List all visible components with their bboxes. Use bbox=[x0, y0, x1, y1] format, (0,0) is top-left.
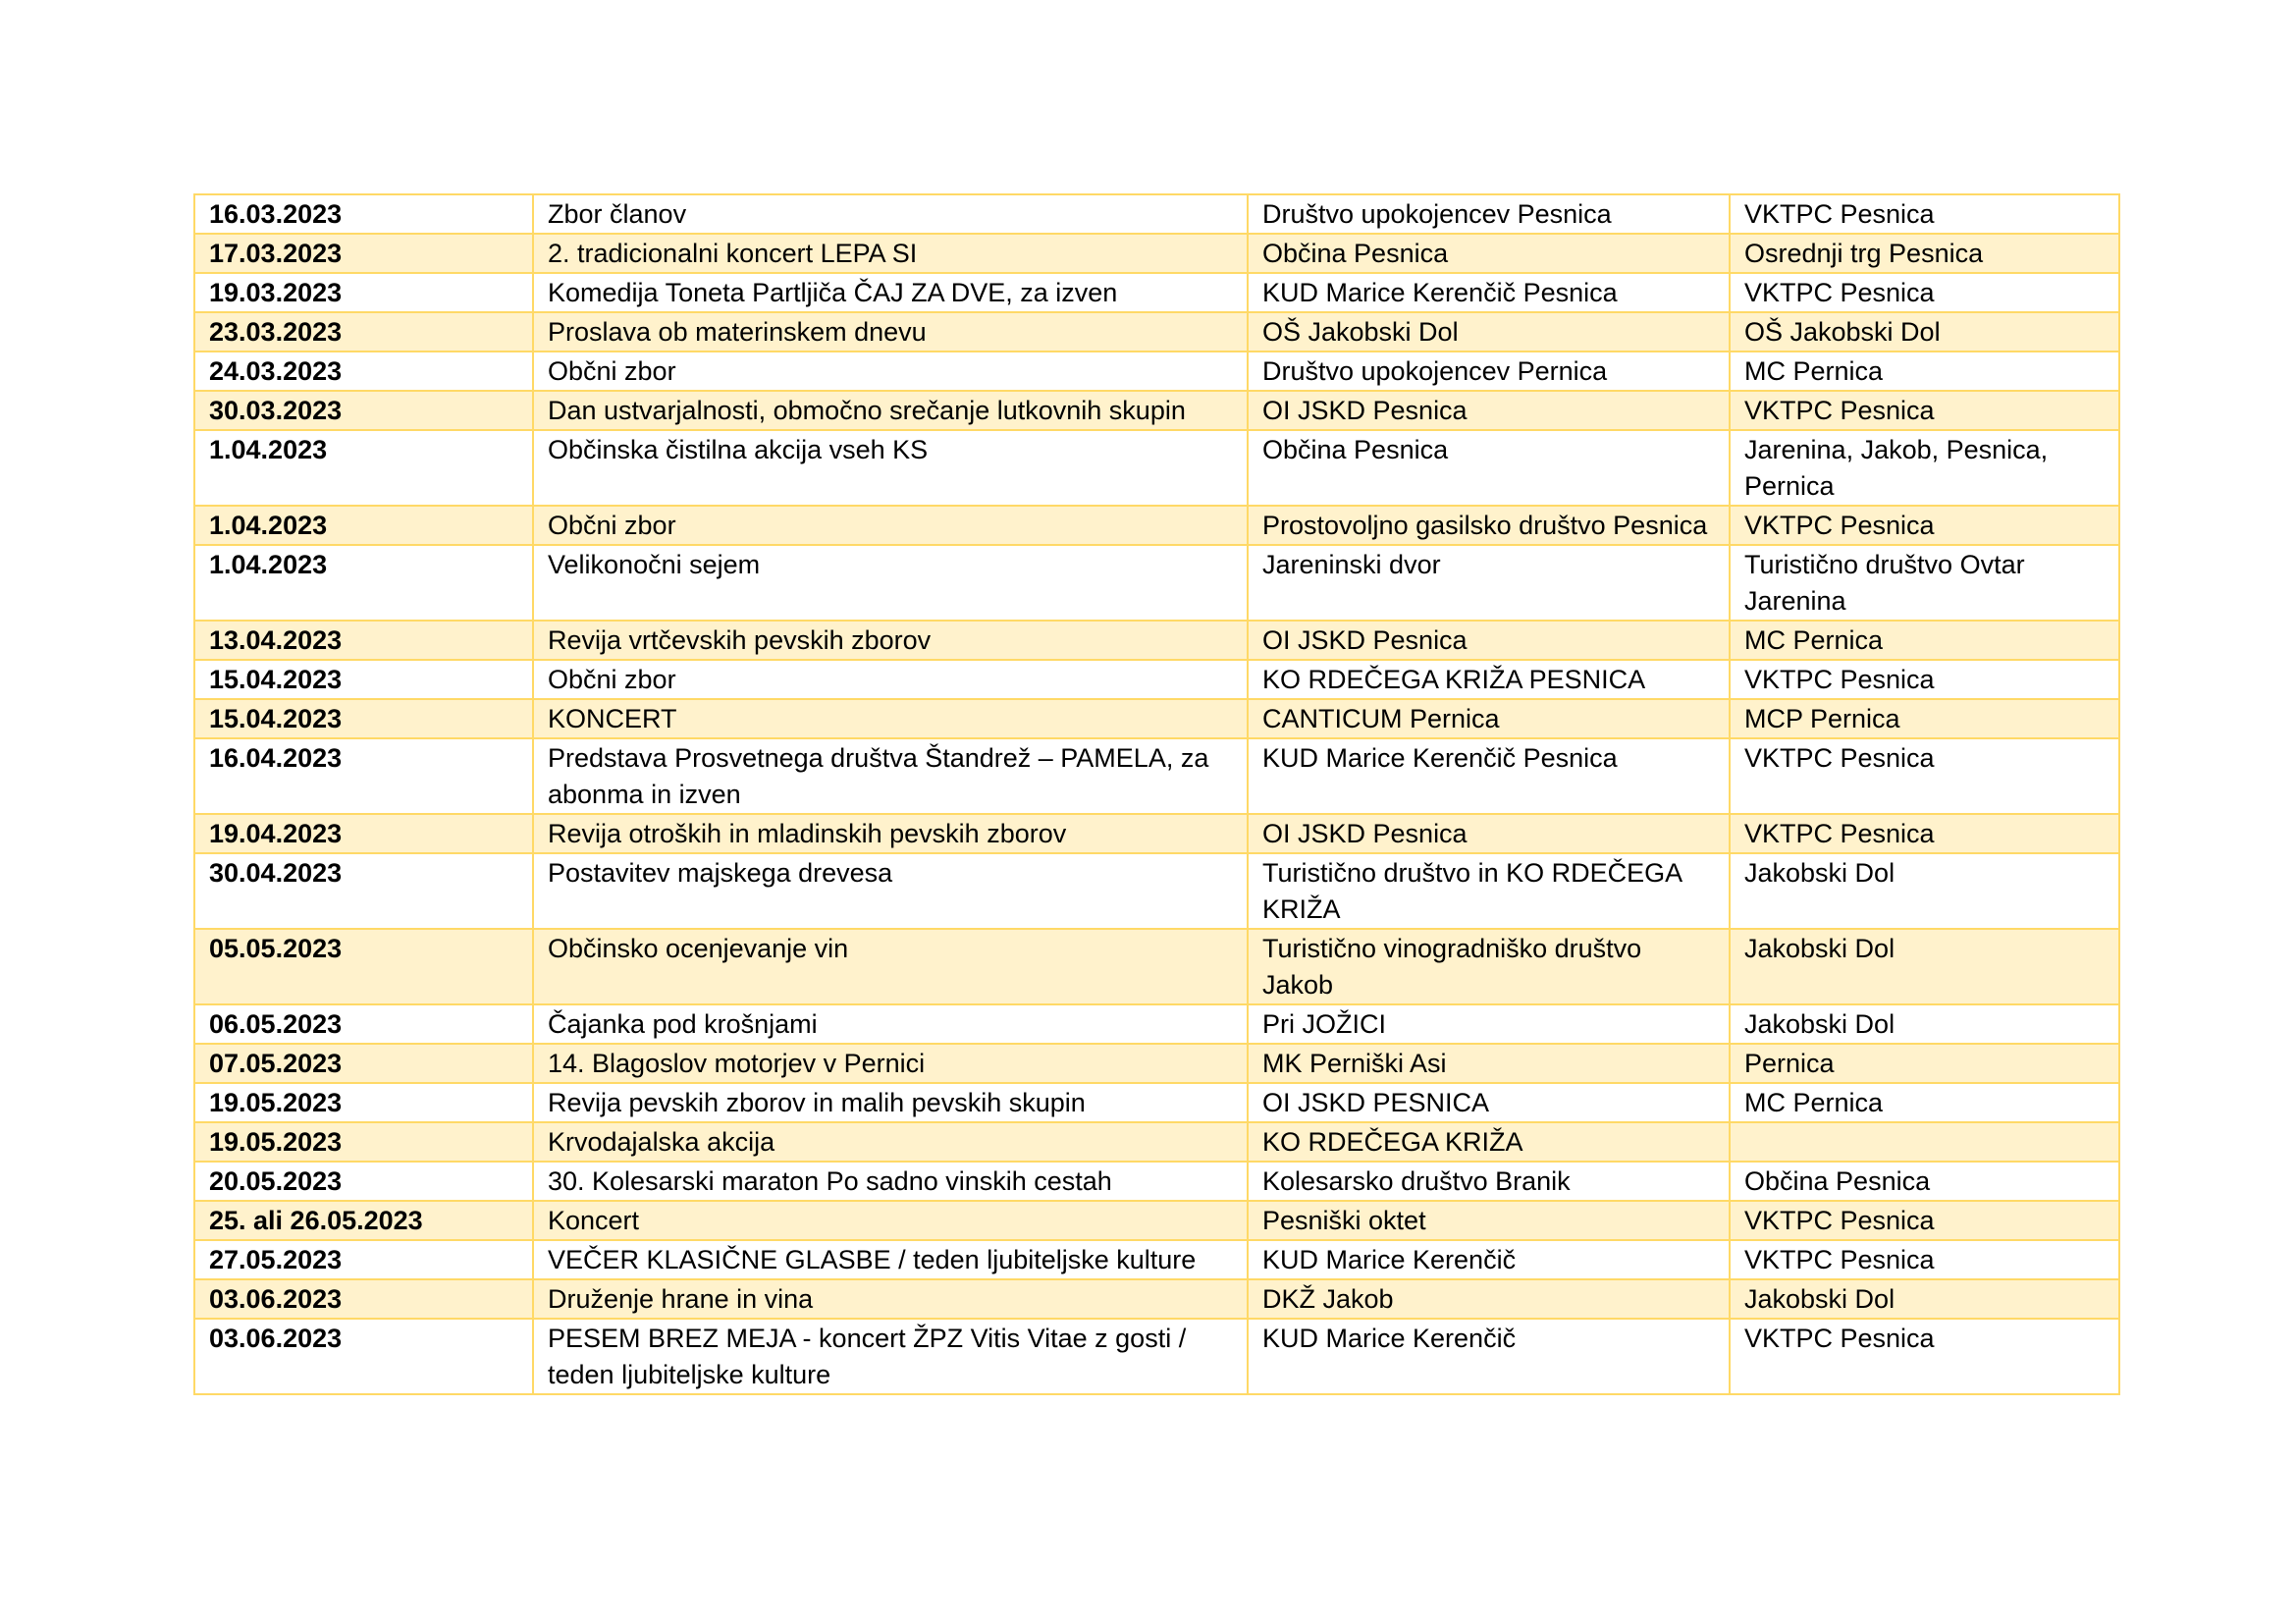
event-organizer: Pesniški oktet bbox=[1248, 1201, 1730, 1240]
event-organizer: Občina Pesnica bbox=[1248, 430, 1730, 506]
event-organizer: Društvo upokojencev Pernica bbox=[1248, 352, 1730, 391]
event-name: Proslava ob materinskem dnevu bbox=[533, 312, 1248, 352]
event-location: VKTPC Pesnica bbox=[1730, 273, 2119, 312]
event-organizer: KUD Marice Kerenčič Pesnica bbox=[1248, 738, 1730, 814]
event-name: Dan ustvarjalnosti, območno srečanje lutkovnih skupin bbox=[533, 391, 1248, 430]
table-row bbox=[194, 312, 2119, 352]
events-table-body bbox=[194, 194, 2119, 1394]
event-location: VKTPC Pesnica bbox=[1730, 1240, 2119, 1279]
event-location: VKTPC Pesnica bbox=[1730, 814, 2119, 853]
event-name: Občinsko ocenjevanje vin bbox=[533, 929, 1248, 1004]
table-row bbox=[194, 1319, 2119, 1394]
event-date: 17.03.2023 bbox=[194, 234, 533, 273]
table-row bbox=[194, 1083, 2119, 1122]
event-organizer: CANTICUM Pernica bbox=[1248, 699, 1730, 738]
table-row bbox=[194, 699, 2119, 738]
table-row bbox=[194, 430, 2119, 506]
event-date: 1.04.2023 bbox=[194, 430, 533, 506]
event-organizer: OI JSKD Pesnica bbox=[1248, 814, 1730, 853]
event-organizer: Občina Pesnica bbox=[1248, 234, 1730, 273]
event-name: 14. Blagoslov motorjev v Pernici bbox=[533, 1044, 1248, 1083]
event-location: Jakobski Dol bbox=[1730, 853, 2119, 929]
event-location: OŠ Jakobski Dol bbox=[1730, 312, 2119, 352]
event-organizer: MK Perniški Asi bbox=[1248, 1044, 1730, 1083]
event-date: 23.03.2023 bbox=[194, 312, 533, 352]
event-organizer: OI JSKD PESNICA bbox=[1248, 1083, 1730, 1122]
event-date: 07.05.2023 bbox=[194, 1044, 533, 1083]
event-organizer: Društvo upokojencev Pesnica bbox=[1248, 194, 1730, 234]
event-location: VKTPC Pesnica bbox=[1730, 194, 2119, 234]
event-name: Občni zbor bbox=[533, 506, 1248, 545]
event-organizer: KO RDEČEGA KRIŽA bbox=[1248, 1122, 1730, 1162]
event-name: Druženje hrane in vina bbox=[533, 1279, 1248, 1319]
table-row bbox=[194, 234, 2119, 273]
event-name: Občni zbor bbox=[533, 352, 1248, 391]
event-name: Revija vrtčevskih pevskih zborov bbox=[533, 621, 1248, 660]
event-name: KONCERT bbox=[533, 699, 1248, 738]
table-row bbox=[194, 1122, 2119, 1162]
table-row bbox=[194, 814, 2119, 853]
event-location: Pernica bbox=[1730, 1044, 2119, 1083]
event-location: VKTPC Pesnica bbox=[1730, 506, 2119, 545]
event-location: VKTPC Pesnica bbox=[1730, 391, 2119, 430]
table-row bbox=[194, 545, 2119, 621]
event-name: Velikonočni sejem bbox=[533, 545, 1248, 621]
event-name: Predstava Prosvetnega društva Štandrež – PAMELA, za abonma in izven bbox=[533, 738, 1248, 814]
event-name: Postavitev majskega drevesa bbox=[533, 853, 1248, 929]
event-location bbox=[1730, 1122, 2119, 1162]
event-date: 19.03.2023 bbox=[194, 273, 533, 312]
event-name: VEČER KLASIČNE GLASBE / teden ljubiteljske kulture bbox=[533, 1240, 1248, 1279]
events-table bbox=[193, 193, 2120, 1395]
event-organizer: Pri JOŽICI bbox=[1248, 1004, 1730, 1044]
event-location: Osrednji trg Pesnica bbox=[1730, 234, 2119, 273]
event-organizer: OI JSKD Pesnica bbox=[1248, 391, 1730, 430]
event-name: PESEM BREZ MEJA - koncert ŽPZ Vitis Vitae z gosti / teden ljubiteljske kulture bbox=[533, 1319, 1248, 1394]
event-name: Občinska čistilna akcija vseh KS bbox=[533, 430, 1248, 506]
event-location: VKTPC Pesnica bbox=[1730, 738, 2119, 814]
event-location: MCP Pernica bbox=[1730, 699, 2119, 738]
event-location: MC Pernica bbox=[1730, 1083, 2119, 1122]
table-row bbox=[194, 929, 2119, 1004]
event-organizer: Kolesarsko društvo Branik bbox=[1248, 1162, 1730, 1201]
event-organizer: KUD Marice Kerenčič bbox=[1248, 1319, 1730, 1394]
event-date: 06.05.2023 bbox=[194, 1004, 533, 1044]
table-row bbox=[194, 660, 2119, 699]
event-location: Jakobski Dol bbox=[1730, 929, 2119, 1004]
event-date: 24.03.2023 bbox=[194, 352, 533, 391]
table-row bbox=[194, 352, 2119, 391]
event-date: 03.06.2023 bbox=[194, 1319, 533, 1394]
event-date: 25. ali 26.05.2023 bbox=[194, 1201, 533, 1240]
event-name: Čajanka pod krošnjami bbox=[533, 1004, 1248, 1044]
table-row bbox=[194, 853, 2119, 929]
event-date: 19.05.2023 bbox=[194, 1083, 533, 1122]
event-location: VKTPC Pesnica bbox=[1730, 1319, 2119, 1394]
table-row bbox=[194, 1279, 2119, 1319]
event-location: Jakobski Dol bbox=[1730, 1279, 2119, 1319]
event-name: 30. Kolesarski maraton Po sadno vinskih cestah bbox=[533, 1162, 1248, 1201]
event-name: Občni zbor bbox=[533, 660, 1248, 699]
event-organizer: KUD Marice Kerenčič Pesnica bbox=[1248, 273, 1730, 312]
table-row bbox=[194, 273, 2119, 312]
event-date: 19.05.2023 bbox=[194, 1122, 533, 1162]
table-row bbox=[194, 738, 2119, 814]
event-name: Krvodajalska akcija bbox=[533, 1122, 1248, 1162]
event-organizer: DKŽ Jakob bbox=[1248, 1279, 1730, 1319]
event-location: MC Pernica bbox=[1730, 352, 2119, 391]
event-location: Jarenina, Jakob, Pesnica, Pernica bbox=[1730, 430, 2119, 506]
event-name: Koncert bbox=[533, 1201, 1248, 1240]
event-date: 30.03.2023 bbox=[194, 391, 533, 430]
event-organizer: KO RDEČEGA KRIŽA PESNICA bbox=[1248, 660, 1730, 699]
event-date: 16.04.2023 bbox=[194, 738, 533, 814]
event-location: Občina Pesnica bbox=[1730, 1162, 2119, 1201]
table-row bbox=[194, 506, 2119, 545]
table-row bbox=[194, 621, 2119, 660]
event-location: Turistično društvo Ovtar Jarenina bbox=[1730, 545, 2119, 621]
event-location: VKTPC Pesnica bbox=[1730, 1201, 2119, 1240]
event-date: 16.03.2023 bbox=[194, 194, 533, 234]
event-date: 15.04.2023 bbox=[194, 699, 533, 738]
event-date: 27.05.2023 bbox=[194, 1240, 533, 1279]
event-date: 20.05.2023 bbox=[194, 1162, 533, 1201]
event-name: Komedija Toneta Partljiča ČAJ ZA DVE, za izven bbox=[533, 273, 1248, 312]
event-name: 2. tradicionalni koncert LEPA SI bbox=[533, 234, 1248, 273]
event-location: MC Pernica bbox=[1730, 621, 2119, 660]
event-date: 05.05.2023 bbox=[194, 929, 533, 1004]
event-date: 03.06.2023 bbox=[194, 1279, 533, 1319]
table-row bbox=[194, 1044, 2119, 1083]
table-row bbox=[194, 194, 2119, 234]
table-row bbox=[194, 1201, 2119, 1240]
event-date: 30.04.2023 bbox=[194, 853, 533, 929]
event-location: Jakobski Dol bbox=[1730, 1004, 2119, 1044]
event-date: 1.04.2023 bbox=[194, 545, 533, 621]
event-organizer: OŠ Jakobski Dol bbox=[1248, 312, 1730, 352]
event-name: Revija pevskih zborov in malih pevskih skupin bbox=[533, 1083, 1248, 1122]
event-organizer: Turistično vinogradniško društvo Jakob bbox=[1248, 929, 1730, 1004]
event-organizer: KUD Marice Kerenčič bbox=[1248, 1240, 1730, 1279]
table-row bbox=[194, 1162, 2119, 1201]
event-date: 1.04.2023 bbox=[194, 506, 533, 545]
event-date: 19.04.2023 bbox=[194, 814, 533, 853]
event-date: 13.04.2023 bbox=[194, 621, 533, 660]
event-organizer: Prostovoljno gasilsko društvo Pesnica bbox=[1248, 506, 1730, 545]
event-location: VKTPC Pesnica bbox=[1730, 660, 2119, 699]
event-name: Zbor članov bbox=[533, 194, 1248, 234]
table-row bbox=[194, 1240, 2119, 1279]
event-name: Revija otroških in mladinskih pevskih zborov bbox=[533, 814, 1248, 853]
table-row bbox=[194, 391, 2119, 430]
event-organizer: Jareninski dvor bbox=[1248, 545, 1730, 621]
event-organizer: OI JSKD Pesnica bbox=[1248, 621, 1730, 660]
event-date: 15.04.2023 bbox=[194, 660, 533, 699]
event-organizer: Turistično društvo in KO RDEČEGA KRIŽA bbox=[1248, 853, 1730, 929]
table-row bbox=[194, 1004, 2119, 1044]
